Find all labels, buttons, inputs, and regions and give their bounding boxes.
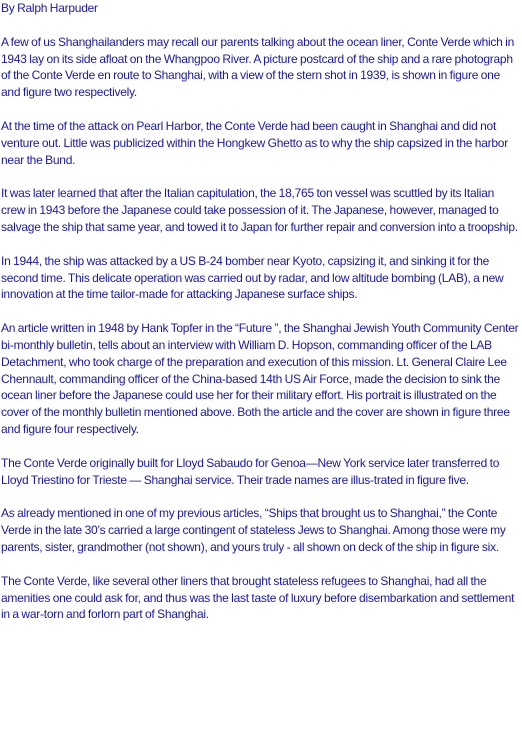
byline: By Ralph Harpuder <box>1 1 98 15</box>
paragraph-3: It was later learned that after the Italian capitulation, the 18,765 ton vessel was scuttled by its Italian crew in 1943 before the Japanese could take possession of it. The Japanese, however, managed to salvage the ship that same year, and towed it to Japan for further repair and conversion into a troopship. <box>1 186 518 234</box>
paragraph-4: In 1944, the ship was attacked by a US B-24 bomber near Kyoto, capsizing it, and sinking it for the second time. This delicate operation was carried out by radar, and low altitude bombing (LAB), a new innovation at the time tailor-made for attacking Japanese surface ships. <box>1 253 504 302</box>
paragraph-1: A few of us Shanghailanders may recall our parents talking about the ocean liner, Conte Verde which in 1943 lay on its side afloat on the Whangpoo River. A picture postcard of the ship and a rare photograph of the Conte Verde en route to Shanghai, with a view of the stern shot in 1939, is shown in figure one and figure two respectively. <box>1 34 515 100</box>
paragraph-2: At the time of the attack on Pearl Harbor, the Conte Verde had been caught in Shanghai and did not venture out. Little was publicized within the Hongkew Ghetto as to why the ship capsized in the harbor near the Bund. <box>1 118 508 167</box>
paragraph-6: The Conte Verde originally built for Lloyd Sabaudo for Genoa—New York service later transferred to Lloyd Triestino for Trieste — Shanghai service. Their trade names are illus-trated in figure five. <box>1 455 500 487</box>
paragraph-8: The Conte Verde, like several other liners that brought stateless refugees to Shanghai, had all the amenities one could ask for, and thus was the last taste of luxury before disembarkation and settlement in a war-torn and forlorn part of Shanghai. <box>1 573 515 622</box>
paragraph-5: An article written in 1948 by Hank Topfer in the “Future ”, the Shanghai Jewish Youth Community Center bi-monthly bulletin, tells about an interview with William D. Hopson, commanding officer of the LAB Detachment, who took charge of the preparation and execution of this mission. Lt. General Claire Lee Chennault, commanding officer of the China-based 14th US Air Force, made the decision to sink the ocean liner before the Japanese could use her for their military effort. His portrait is illustrated on the cover of the monthly bulletin mentioned above. Both the article and the cover are shown in figure three and figure four respectively. <box>1 321 519 436</box>
paragraph-7: As already mentioned in one of my previous articles, “Ships that brought us to Shanghai,” the Conte Verde in the late 30’s carried a large contingent of stateless Jews to Shanghai. Among those were my parents, sister, grandmother (not shown), and yours truly - all shown on deck of the ship in figure six. <box>1 506 506 554</box>
